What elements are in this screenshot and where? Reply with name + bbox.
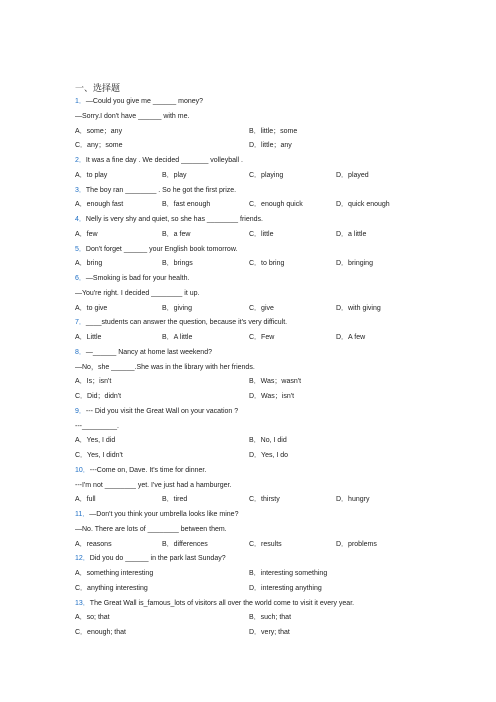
option-c: C．results: [249, 540, 282, 548]
question-number: 6．: [75, 275, 86, 282]
option-c: C．thirsty: [249, 496, 280, 504]
question-text: ____students can answer the question, because it's very difficult.: [85, 319, 288, 327]
option-c: C．enough quick: [249, 201, 303, 209]
question-number: 5．: [75, 245, 86, 253]
option-b: B．a few: [162, 230, 191, 238]
option-c: C．Did；didn't: [75, 393, 122, 400]
question-number: 4．: [75, 216, 86, 223]
option-b: B．interesting something: [249, 570, 328, 577]
question-text: —Sorry.I don't have ______ with me.: [75, 112, 190, 120]
option-a: A．Little: [75, 334, 102, 341]
option-b: B．brings: [162, 260, 193, 268]
option-d: D．bringing: [336, 260, 373, 268]
question-stem: [75, 597, 415, 612]
question-number: 11．: [75, 511, 90, 518]
options-row: [75, 567, 415, 582]
question-10: [75, 464, 415, 508]
question-text: It was a fine day . We decided _______ volleyball .: [85, 157, 243, 164]
options-row: [75, 302, 415, 317]
question-text: ---I'm not ________ yet. I've just had a hamburger.: [75, 481, 232, 489]
question-dialog-line: [75, 110, 415, 125]
question-text: ---Come on, Dave. It's time for dinner.: [89, 466, 207, 474]
question-dialog-line: [75, 287, 415, 302]
option-a: A．something interesting: [75, 570, 154, 577]
options-row: [75, 228, 415, 243]
option-c: C．Yes, I didn't: [75, 452, 123, 459]
question-stem: [75, 272, 415, 287]
options-row: [75, 198, 415, 213]
question-stem: [75, 154, 415, 169]
option-a: A．some；any: [75, 127, 123, 135]
option-a: A．so; that: [75, 614, 110, 622]
question-stem: [75, 213, 415, 228]
option-d: D．problems: [336, 540, 377, 548]
option-b: B．Was；wasn't: [249, 378, 302, 386]
question-stem: [75, 552, 415, 567]
options-row: [75, 375, 415, 390]
option-b: B．giving: [162, 304, 192, 312]
options-row: [75, 139, 415, 154]
option-c: C．Few: [249, 334, 275, 341]
options-row: [75, 538, 415, 553]
option-c: C．enough; that: [75, 629, 126, 636]
option-c: C．anything interesting: [75, 584, 148, 592]
question-number: 9．: [75, 407, 86, 415]
question-text: —Smoking is bad for your health.: [85, 275, 190, 282]
option-d: D．with giving: [336, 304, 381, 312]
question-text: —Don't you think your umbrella looks like mine?: [89, 511, 239, 518]
option-c: C．give: [249, 304, 274, 312]
question-3: [75, 184, 415, 214]
question-text: Did you do ______ in the park last Sunday?: [89, 555, 226, 563]
exam-document: [75, 82, 415, 641]
question-dialog-line: [75, 523, 415, 538]
option-c: C．little: [249, 230, 274, 238]
question-text: —No，she ______.She was in the library with her friends.: [75, 363, 255, 371]
option-c: C．to bring: [249, 260, 285, 268]
options-row: [75, 449, 415, 464]
option-a: A．Is；isn't: [75, 378, 112, 386]
question-number: 13．: [75, 599, 90, 607]
option-c: C．any；some: [75, 142, 123, 150]
option-a: A．to give: [75, 304, 108, 312]
question-text: —No. There are lots of ________ between them.: [75, 525, 227, 533]
question-dialog-line: [75, 420, 415, 435]
question-12: [75, 552, 415, 596]
option-a: A．Yes, I did: [75, 437, 116, 445]
option-b: B．fast enough: [162, 201, 211, 209]
question-8: [75, 346, 415, 405]
question-dialog-line: [75, 479, 415, 494]
question-number: 1．: [75, 98, 86, 105]
question-number: 10．: [75, 466, 90, 474]
options-row: [75, 611, 415, 626]
question-stem: [75, 464, 415, 479]
options-row: [75, 331, 415, 346]
option-d: D．little；any: [249, 142, 292, 150]
question-stem: [75, 346, 415, 361]
question-13: [75, 597, 415, 641]
question-number: 7．: [75, 319, 86, 327]
question-text: —Could you give me ______ money?: [85, 98, 204, 105]
section-title: 一、选择题: [75, 83, 121, 93]
question-text: --- Did you visit the Great Wall on your vacation ?: [85, 407, 239, 415]
option-d: D．interesting anything: [249, 584, 322, 592]
option-d: D．A few: [336, 334, 366, 341]
question-5: [75, 243, 415, 273]
option-b: B．little；some: [249, 127, 298, 135]
question-number: 3．: [75, 186, 86, 194]
question-text: The boy ran ________ . So he got the first prize.: [85, 186, 237, 194]
option-d: D．played: [336, 171, 369, 179]
question-4: [75, 213, 415, 243]
question-11: [75, 508, 415, 552]
options-row: [75, 390, 415, 405]
question-number: 12．: [75, 555, 90, 563]
question-text: ---_________.: [75, 422, 119, 430]
question-dialog-line: [75, 361, 415, 376]
option-d: D．quick enough: [336, 201, 390, 209]
options-row: [75, 493, 415, 508]
question-list: [75, 95, 415, 641]
question-text: —______ Nancy at home last weekend?: [85, 348, 212, 356]
option-a: A．full: [75, 496, 96, 504]
question-stem: [75, 95, 415, 110]
options-row: [75, 626, 415, 641]
question-text: Don't forget ______ your English book tomorrow.: [85, 245, 238, 253]
question-number: 2．: [75, 157, 86, 164]
question-stem: [75, 316, 415, 331]
option-d: D．Yes, I do: [249, 452, 289, 459]
option-b: B．No, I did: [249, 437, 287, 445]
question-stem: [75, 405, 415, 420]
option-a: A．bring: [75, 260, 103, 268]
options-row: [75, 125, 415, 140]
question-2: [75, 154, 415, 184]
options-row: [75, 169, 415, 184]
option-c: C．playing: [249, 171, 284, 179]
option-d: D．a little: [336, 230, 367, 238]
options-row: [75, 257, 415, 272]
options-row: [75, 434, 415, 449]
option-b: B．A little: [162, 334, 193, 341]
question-stem: [75, 508, 415, 523]
option-a: A．few: [75, 230, 98, 238]
option-d: D．very; that: [249, 629, 290, 636]
question-number: 8．: [75, 348, 86, 356]
option-a: A．reasons: [75, 540, 112, 548]
question-text: —You're right. I decided ________ it up.: [75, 289, 200, 297]
question-6: [75, 272, 415, 316]
option-d: D．hungry: [336, 496, 370, 504]
question-7: [75, 316, 415, 346]
option-b: B．play: [162, 171, 187, 179]
option-a: A．to play: [75, 171, 108, 179]
question-9: [75, 405, 415, 464]
question-text: Nelly is very shy and quiet, so she has ________ friends.: [85, 216, 263, 223]
option-b: B．such; that: [249, 614, 292, 622]
option-a: A．enough fast: [75, 201, 124, 209]
options-row: [75, 582, 415, 597]
question-text: The Great Wall is_famous_lots of visitors all over the world come to visit it every year.: [89, 599, 355, 607]
option-b: B．tired: [162, 496, 188, 504]
question-stem: [75, 184, 415, 199]
option-d: D．Was；isn't: [249, 393, 295, 400]
question-1: [75, 95, 415, 154]
question-stem: [75, 243, 415, 258]
option-b: B．differences: [162, 540, 208, 548]
